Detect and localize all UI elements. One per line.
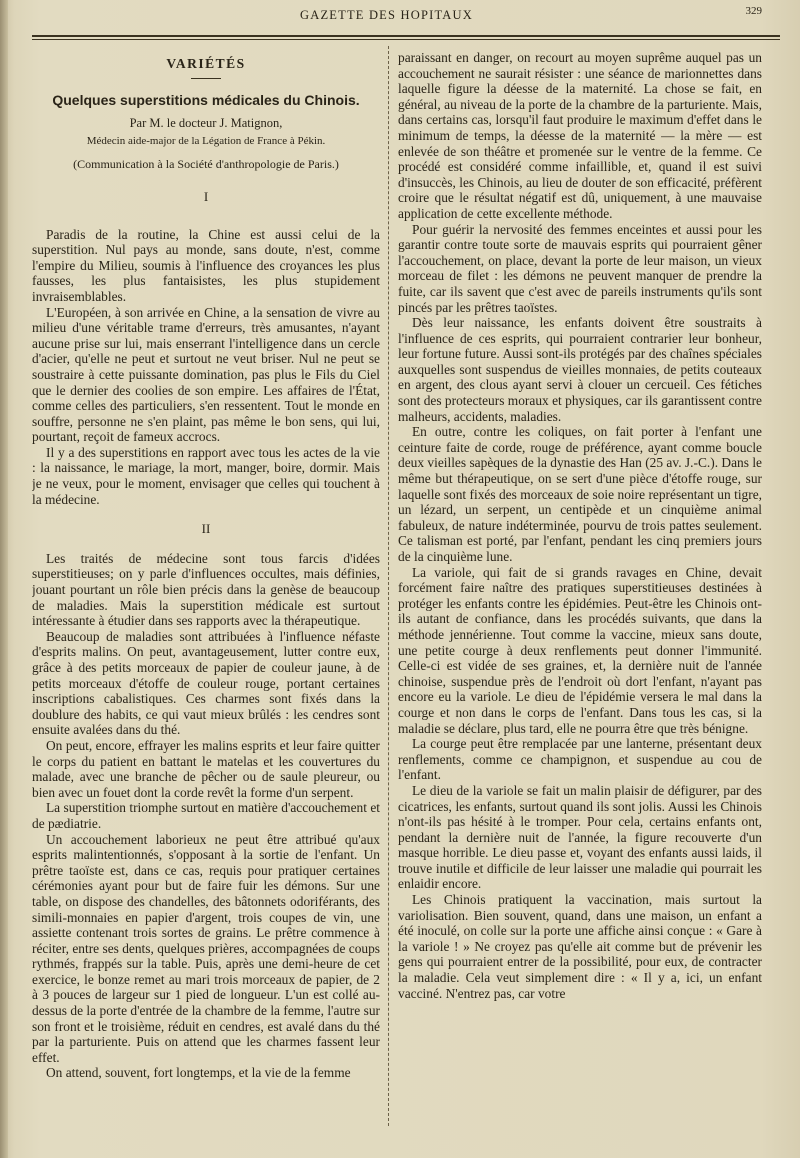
paragraph: Il y a des superstitions en rapport avec tous les actes de la vie : la naissance, le mariage, la mort, manger, boire, dormir. Mais je ne veux, pour le moment, envisager que celles qui touchent à la médecine. (32, 444, 380, 507)
paragraph: Le dieu de la variole se fait un malin plaisir de défigurer, par des cicatrices, les enfants, surtout quand ils sont jolis. Aussi les Chinois n'ont-ils pas hésité à le tromper. Pour cela, certains enfants ont, pendant la dernière nuit de l'année, la figure recouverte d'un masque horrible. Le dieu passe et, voyant des enfants aussi laids, il trouve inutile et difficile de leur laisser une maladie qui pourrait les enlaidir encore. (398, 782, 762, 892)
paragraph: Paradis de la routine, la Chine est aussi celui de la superstition. Nul pays au monde, sans doute, n'est, comme l'empire du Milieu, soumis à l'influence des croyances les plus fausses, les plus fantaisistes, les plus stupidement invraisemblables. (32, 226, 380, 304)
section-heading: VARIÉTÉS (166, 56, 246, 71)
page-header (0, 4, 800, 26)
right-column (398, 50, 762, 1150)
header-rule-thick (32, 35, 780, 37)
paragraph: L'Européen, à son arrivée en Chine, a la sensation de vivre au milieu d'une véritable trame d'erreurs, très amusantes, n'ayant aucune prise sur lui, mais enserrant l'intelligence dans un cercle d'acier, qu'elle ne peut et surtout ne veut briser. Nul ne peut se soustraire à cette puissante domination, pas plus le Fils du Ciel que le dernier des coolies de son empire. Les affaires de l'État, comme celles des particuliers, s'en ressentent. Tout le monde en souffre, personne ne s'en plaint, pas même le bon sens, qui lui, pourtant, reçoit de fameux accrocs. (32, 304, 380, 445)
paragraph: Pour guérir la nervosité des femmes enceintes et aussi pour les garantir contre toute sorte de mauvais esprits qui pourraient gêner l'accouchement, on place, devant la porte de leur maison, un vieux morceau de filet : les démons ne peuvent manquer de prendre la fuite, car ils savent que c'est avec de pareils instruments qu'ils sont pincés par les prêtres taoïstes. (398, 221, 762, 315)
left-column (32, 50, 380, 1150)
paragraph: On attend, souvent, fort longtemps, et la vie de la femme (46, 1065, 351, 1081)
paragraph: Les traités de médecine sont tous farcis d'idées superstitieuses; on y parle d'influences occultes, mais définies, jouant pourtant un rôle bien précis dans la genèse de beaucoup de maladies. Mais la superstition médicale est surtout intéressante à étudier dans ses rapports avec la thérapeutique. (32, 550, 380, 629)
article-title: Quelques superstitions médicales du Chinois. (52, 91, 360, 108)
paragraph: Beaucoup de maladies sont attribuées à l'influence néfaste d'esprits malins. On peut, avantageusement, lutter contre eux, grâce à des petits morceaux de papier de couleur jaune, à de petits morceaux d'étoffe de couleur rouge, portant certaines inscriptions cabalistiques. Ces charmes sont fixés dans la doublure des habits, ce qui vaut mieux brûlés : les cendres sont ensuite avalées dans du thé. (32, 628, 380, 738)
communication-note: (Communication à la Société d'anthropologie de Paris.) (73, 157, 339, 172)
section-rule (191, 78, 221, 79)
paragraph: La superstition triomphe surtout en matière d'accouchement et de pædiatrie. (32, 800, 380, 831)
column-divider (388, 46, 389, 1126)
paragraph: On peut, encore, effrayer les malins esprits et leur faire quitter le corps du patient en battant le matelas et les couvertures du malade, avec une branche de pêcher ou de saule pleureur, ou bien avec un fouet dont la corde revêt la forme d'un serpent. (32, 737, 380, 800)
paragraph: La variole, qui fait de si grands ravages en Chine, devait forcément faire naître des pratiques superstitieuses destinées à protéger les enfants contre les épidémies. Peut-être les Chinois ont-ils autant de confiance, dans les procédés suivants, que dans la méthode jennérienne. Tout comme la vaccine, mieux sans doute, une petite courge à deux renflements peut donner l'immunité. Celle-ci est vidée de ses graines, et, la dernière nuit de l'année chinoise, suspendue près de l'endroit où dort l'enfant, n'ayant pas encore eu la variole. Le dieu de l'épidémie versera le mal dans la courge et non dans le corps de l'enfant. Dans tous les cas, si la maladie se déclare, plus tard, elle ne pourra être que très bénigne. (398, 564, 762, 736)
paragraph: Un accouchement laborieux ne peut être attribué qu'aux esprits malintentionnés, s'opposant à la sortie de l'enfant. Un prêtre taoïste est, dans ce cas, requis pour pratiquer certaines cérémonies ayant pour but de faire fuir les démons. Sur une table, on dispose des chandelles, des bâtonnets odoriférants, des simili-monnaies en papier d'argent, trois coupes de vin, une assiette contenant trois sortes de grains. Le prêtre commence à réciter, entre ses dents, quelques prières, accompagnées de coups rythmés, frappés sur la table. Puis, après une demi-heure de cet exercice, le bonze remet au mari trois morceaux de papier, de 2 à 3 pouces de largeur sur 1 pied de longueur. L'un est collé au-dessus de la porte d'entrée de la chambre de la femme, l'autre sur son front et le troisième, réduit en cendres, est avalé dans du thé par la parturiente. Puis on attend que les charmes fassent leur effet. (32, 831, 380, 1065)
part-numeral-2: II (201, 521, 211, 537)
paragraph: Dès leur naissance, les enfants doivent être soustraits à l'influence de ces esprits, qui pourraient contrarier leur bonheur, leur fortune future. Aussi sont-ils protégés par des chaînes spéciales auxquelles sont suspendus de vieilles monnaies, de petits couteaux en argent, des clous ayant servi à clouer un cercueil. Ces fétiches sont des protecteurs moraux et physiques, car ils garantissent contre malheurs, accidents, maladies. (398, 315, 762, 424)
part-numeral-1: I (203, 188, 209, 204)
paragraph: Les Chinois pratiquent la vaccination, mais surtout la variolisation. Bien souvent, quand, dans une maison, un enfant a été inoculé, on colle sur la porte une affiche ainsi conçue : « Gare à la variole ! » Ne croyez pas qu'elle ait comme but de prévenir les gens qui pourraient entrer de la possibilité, pour eux, de contracter la maladie. Cela veut simplement dire : « Il y a, ici, un enfant vacciné. N'entrez pas, car votre (398, 892, 762, 1001)
paragraph: paraissant en danger, on recourt au moyen suprême auquel pas un accouchement ne saurait résister : une séance de marionnettes dans laquelle figure la déesse de la maternité. La chose se fait, en général, au niveau de la porte de la chambre de la parturiente. Mais, dans certains cas, lorsqu'il faut produire le maximum d'effet dans le minimum de temps, la déesse de la maternité — la mère — est enlevée de son théâtre et promenée sur le ventre de la femme. Ce procédé est considéré comme infaillible, et, quand il est suivi d'insuccès, les Chinois, au lieu de douter de son efficacité, préfèrent croire que le résultat négatif est dû, uniquement, à une mauvaise application de cette excellente méthode. (398, 50, 762, 221)
page-number: 329 (745, 5, 762, 17)
paragraph: En outre, contre les coliques, on fait porter à l'enfant une ceinture faite de corde, rouge de préférence, ayant comme boucle deux vieilles sapèques de la dynastie des Han (25 av. J.-C.). Dans le même but thérapeutique, on se sert d'une pièce d'étoffe rouge, sur laquelle sont fixés des morceaux de soie noire représentant un tigre, un lézard, un serpent, un centipède et un cinquième animal fabuleux, de nature indéterminée, pourvu de trois pattes seulement. Ce talisman est porté, par l'enfant, pendant les cinq premiers jours de la cinquième lune. (398, 424, 762, 564)
paragraph: La courge peut être remplacée par une lanterne, présentant deux renflements, comme ce champignon, et suspendue au cou de l'enfant. (398, 736, 762, 783)
binding-spine (0, 0, 8, 1158)
header-rule-thin (32, 39, 780, 40)
running-title: GAZETTE DES HOPITAUX (300, 8, 473, 22)
author-role: Médecin aide-major de la Légation de France à Pékin. (86, 134, 326, 147)
author-byline: Par M. le docteur J. Matignon, (129, 116, 283, 131)
